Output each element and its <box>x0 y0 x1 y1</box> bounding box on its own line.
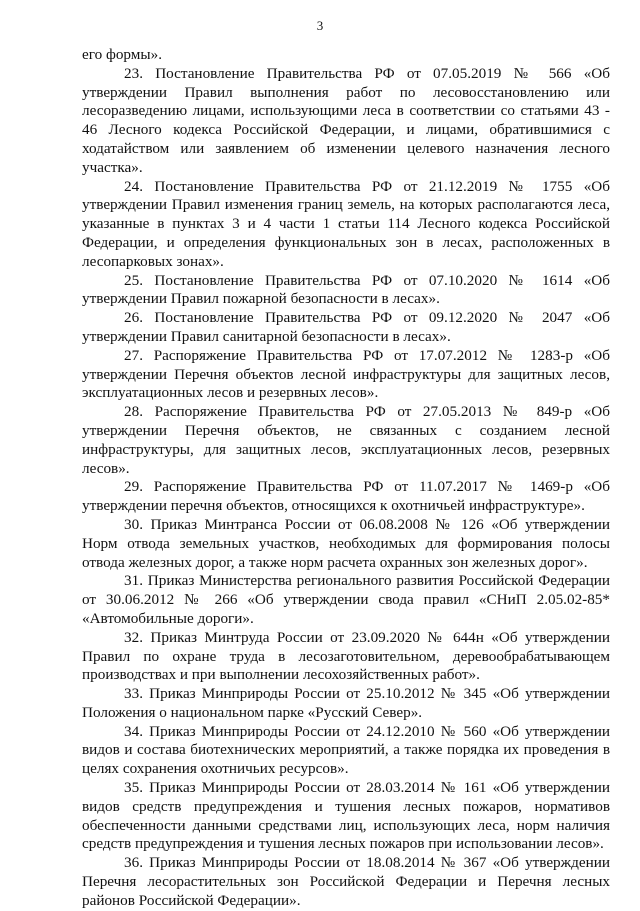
list-item-24: 24. Постановление Правительства РФ от 21.12.2019 № 1755 «Об утверждении Правил изменения границ земель, на которых располагаются леса, указанные в пунктах 3 и 4 части 1 статьи 114 Лесного кодекса Российской Федерации, и определения функциональных зон в лесах, расположенных в лесопарковых зонах». <box>82 177 610 270</box>
paragraph-continuation: его формы». <box>82 46 162 63</box>
document-body <box>82 46 610 911</box>
list-item-26: 26. Постановление Правительства РФ от 09.12.2020 № 2047 «Об утверждении Правил санитарной безопасности в лесах». <box>82 309 610 345</box>
list-item-34: 34. Приказ Минприроды России от 24.12.2010 № 560 «Об утверждении видов и состава биотехнических мероприятий, а также порядка их проведения в целях сохранения охотничьих ресурсов». <box>82 722 610 778</box>
list-item-36: 36. Приказ Минприроды России от 18.08.2014 № 367 «Об утверждении Перечня лесорастительных зон Российской Федерации и Перечня лесных районов Российской Федерации». <box>82 854 610 909</box>
list-item-32: 32. Приказ Минтруда России от 23.09.2020 № 644н «Об утверждении Правил по охране труда в лесозаготовительном, деревообрабатывающем производствах и при выполнении лесохозяйственных работ». <box>82 628 610 684</box>
list-item-35: 35. Приказ Минприроды России от 28.03.2014 № 161 «Об утверждении видов средств предупреждения и тушения лесных пожаров, нормативов обеспеченности данными средствами лиц, использующих леса, норм наличия средств предупреждения и тушения лесных пожаров при использовании лесов». <box>82 779 610 853</box>
list-item-30: 30. Приказ Минтранса России от 06.08.2008 № 126 «Об утверждении Норм отвода земельных участков, необходимых для формирования полосы отвода железных дорог, а также норм расчета охранных зон железных дорог». <box>82 515 610 571</box>
page-number: 3 <box>316 18 324 33</box>
list-item-27: 27. Распоряжение Правительства РФ от 17.07.2012 № 1283-р «Об утверждении Перечня объектов лесной инфраструктуры для защитных лесов, эксплуатационных лесов и резервных лесов». <box>82 346 610 402</box>
list-item-23: 23. Постановление Правительства РФ от 07.05.2019 № 566 «Об утверждении Правил выполнения работ по лесовосстановлению или лесоразведению лицами, использующими леса в соответствии со статьями 43 - 46 Лесного кодекса Российской Федерации, и лицами, обратившимися с ходатайством или заявлением об изменении целевого назначения лесного участка». <box>82 64 610 176</box>
list-item-28: 28. Распоряжение Правительства РФ от 27.05.2013 № 849-р «Об утверждении Перечня объектов, не связанных с созданием лесной инфраструктуры, для защитных лесов, эксплуатационных лесов, резервных лесов». <box>82 403 610 477</box>
list-item-33: 33. Приказ Минприроды России от 25.10.2012 № 345 «Об утверждении Положения о национальном парке «Русский Север». <box>82 685 610 721</box>
list-item-31: 31. Приказ Министерства регионального развития Российской Федерации от 30.06.2012 № 266 «Об утверждении свода правил «СНиП 2.05.02-85* «Автомобильные дороги». <box>82 572 610 627</box>
list-item-25: 25. Постановление Правительства РФ от 07.10.2020 № 1614 «Об утверждении Правил пожарной безопасности в лесах». <box>82 271 610 308</box>
list-item-29: 29. Распоряжение Правительства РФ от 11.07.2017 № 1469-р «Об утверждении перечня объектов, относящихся к охотничьей инфраструктуре». <box>82 478 610 515</box>
